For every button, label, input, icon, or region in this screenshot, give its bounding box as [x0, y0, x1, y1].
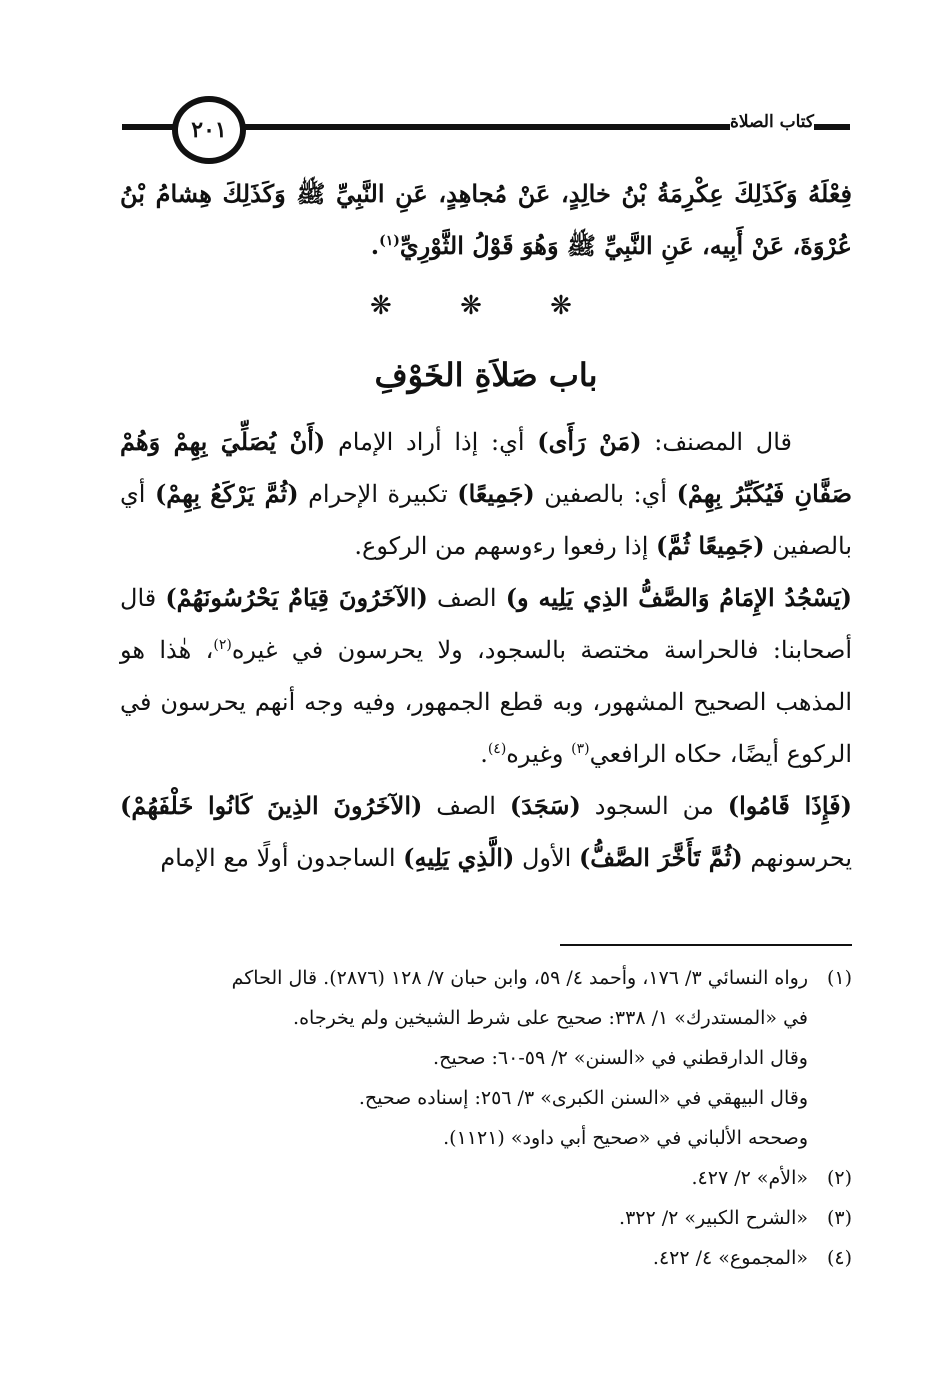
p1-text-6: إذا رفعوا رءوسهم من الركوع. — [354, 532, 657, 560]
footnote-1-line-5: وصححه الألباني في «صحيح أبي داود» (١١٢١). — [443, 1127, 808, 1149]
footnote-1 — [120, 958, 852, 998]
section-separator: ❋ ❋ ❋ — [370, 291, 602, 321]
header-rule-right — [814, 124, 850, 130]
footnote-1-line-4: وقال البيهقي في «السنن الكبرى» ٣/ ٢٥٦: إسناده صحيح. — [358, 1087, 808, 1109]
header-rule-middle — [230, 124, 730, 130]
p3-quote-5: (الَّذِي يَلِيهِ) — [403, 843, 515, 872]
page-number: ٢٠١ — [172, 96, 246, 164]
footnote-2-text: «الأم» ٢/ ٤٢٧. — [691, 1167, 808, 1189]
footnote-ref-3: (٣) — [571, 741, 590, 757]
footnote-1-line-3: وقال الدارقطني في «السنن» ٢/ ٥٩-٦٠: صحيح. — [433, 1047, 808, 1069]
top-paragraph: فِعْلَهُ وَكَذَلِكَ عِكْرِمَةُ بْنُ خالِدٍ، عَنْ مُجاهِدٍ، عَنِ النَّبِيِّ ﷺ وَكَذَلِكَ هِشامُ بْنُ عُرْوَةَ، عَنْ أَبِيه، عَنِ النَّبِيِّ ﷺ وَهُوَ قَوْلُ الثَّوْرِيِّ$^{(١)}$. — [120, 179, 852, 260]
p1-text-4: تكبيرة الإحرام — [298, 480, 458, 508]
chapter-title: باب صَلاَةِ الخَوْفِ — [374, 356, 598, 394]
p2-text-3: ، هٰذا هو المذهب الصحيح المشهور، وبه قطع الجمهور، وفيه وجه أنهم يحرسون في الركوع أيضًا، حكاه الرافعي — [120, 636, 852, 768]
p2-text-2: قال أصحابنا: فالحراسة مختصة بالسجود، ولا يحرسون في غيره — [120, 584, 852, 664]
footnote-1-line-1: رواه النسائي ٣/ ١٧٦، وأحمد ٤/ ٥٩، وابن حبان ٧/ ١٢٨ (٢٨٧٦). قال الحاكم — [231, 967, 808, 989]
p3-text-3: يحرسونهم — [742, 844, 852, 872]
p3-quote-3: (الآخَرُونَ الذِينَ كَانُوا خَلْفَهُمْ) — [120, 791, 423, 820]
footnote-1-number: (١) — [826, 967, 852, 989]
p2-text-4: وغيره — [506, 740, 572, 768]
footnote-divider — [560, 944, 852, 946]
footnote-3-number: (٣) — [826, 1207, 852, 1229]
footnote-4 — [120, 1238, 852, 1278]
paragraph-1 — [120, 416, 852, 572]
p1-text-5: أي بالصفين — [120, 480, 852, 560]
footnote-4-text: «المجموع» ٤/ ٤٢٢. — [652, 1247, 808, 1269]
footnote-ref-2: (٢) — [213, 637, 232, 653]
footnote-ref-4: (٤) — [487, 741, 507, 757]
footnote-ref-1: (١) — [379, 233, 400, 249]
footnote-1-line-2: في «المستدرك» ١/ ٣٣٨: صحيح على شرط الشيخين ولم يخرجاه. — [293, 1007, 808, 1029]
p1-text-3: أي: بالصفين — [534, 480, 677, 508]
p1-quote-4: (ثُمَّ يَرْكَعُ بِهِمْ) — [154, 479, 299, 508]
footnote-3-text: «الشرح الكبير» ٢/ ٣٢٢. — [619, 1207, 808, 1229]
paragraph-3 — [120, 780, 852, 884]
p3-text-5: الساجدون أولًا مع الإمام — [160, 844, 404, 872]
book-title: كتاب الصلاة — [729, 112, 815, 132]
footnote-2 — [120, 1158, 852, 1198]
p1-quote-2: (أَنْ يُصَلِّيَ بِهِمْ وَهُمْ صَفَّانِ فَيُكَبِّرُ بِهِمْ) — [120, 427, 852, 508]
page-header — [122, 96, 850, 160]
paragraph-2 — [120, 572, 852, 780]
p1-quote-5: (جَمِيعًا ثُمَّ) — [656, 531, 765, 560]
p3-text-2: الصف — [422, 792, 510, 820]
p3-quote-4: (ثُمَّ تَأَخَّرَ الصَّفُّ) — [578, 843, 743, 872]
p2-text-5: . — [480, 740, 488, 768]
top-paragraph-text: فِعْلَهُ وَكَذَلِكَ عِكْرِمَةُ بْنُ خالِدٍ، عَنْ مُجاهِدٍ، عَنِ النَّبِيِّ ﷺ وَكَذَلِكَ هِشامُ بْنُ عُرْوَةَ، عَنْ أَبِيه، عَنِ النَّبِيِّ ﷺ وَهُوَ قَوْلُ الثَّوْرِيِّ — [120, 179, 852, 260]
p1-text-1: قال المصنف: — [641, 428, 792, 456]
footnote-2-number: (٢) — [826, 1167, 852, 1189]
p1-text-2: أي: إذا أراد الإمام — [325, 428, 538, 456]
header-rule-left — [122, 124, 176, 130]
p1-quote-3: (جَمِيعًا) — [457, 479, 535, 508]
p3-quote-1: (فَإِذَا قَامُوا) — [727, 791, 852, 820]
p1-quote-1: (مَنْ رَأَى) — [537, 427, 642, 456]
footnote-3 — [120, 1198, 852, 1238]
footnote-4-number: (٤) — [826, 1247, 852, 1269]
p2-text-1: الصف — [427, 584, 506, 612]
p2-quote-2: (الآخَرُونَ قِيَامٌ يَحْرُسُونَهُمْ) — [165, 583, 428, 612]
p2-quote-1: (يَسْجُدُ الإِمَامُ وَالصَّفُّ الذِي يَلِيه و) — [505, 583, 853, 612]
p3-text-4: الأول — [514, 844, 579, 872]
footnotes — [120, 958, 852, 1278]
main-text — [120, 168, 852, 884]
p3-quote-2: (سَجَدَ) — [509, 791, 581, 820]
p3-text-1: من السجود — [580, 792, 728, 820]
